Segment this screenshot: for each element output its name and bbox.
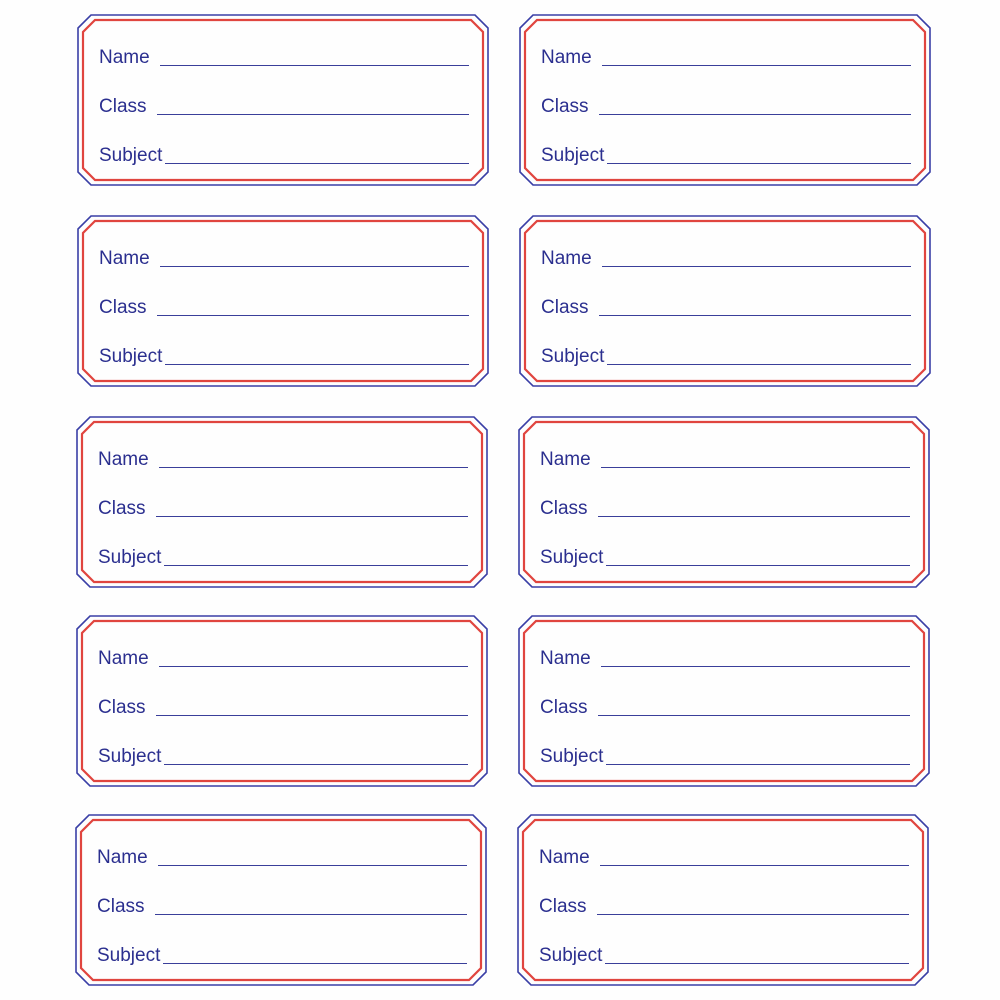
name-label: Name (541, 47, 592, 68)
class-write-line[interactable] (597, 913, 909, 915)
name-field[interactable] (99, 243, 469, 269)
class-write-line[interactable] (599, 314, 911, 316)
subject-field[interactable] (99, 140, 469, 166)
name-field[interactable] (98, 643, 468, 669)
subject-write-line[interactable] (163, 962, 467, 964)
name-field[interactable] (99, 42, 469, 68)
subject-label: Subject (541, 346, 605, 367)
class-write-line[interactable] (599, 113, 911, 115)
label-card (518, 615, 930, 787)
name-field[interactable] (539, 842, 909, 868)
subject-label: Subject (97, 945, 161, 966)
subject-write-line[interactable] (607, 162, 911, 164)
name-label: Name (99, 248, 150, 269)
subject-field[interactable] (541, 341, 911, 367)
label-card (77, 215, 489, 387)
class-label: Class (98, 498, 146, 519)
name-label: Name (97, 847, 148, 868)
name-label: Name (540, 648, 591, 669)
label-card (76, 615, 488, 787)
class-write-line[interactable] (157, 113, 469, 115)
subject-label: Subject (539, 945, 603, 966)
name-label: Name (539, 847, 590, 868)
class-field[interactable] (541, 292, 911, 318)
subject-write-line[interactable] (164, 564, 468, 566)
class-write-line[interactable] (156, 515, 468, 517)
class-label: Class (99, 96, 147, 117)
name-label: Name (541, 248, 592, 269)
class-write-line[interactable] (156, 714, 468, 716)
class-field[interactable] (539, 891, 909, 917)
subject-write-line[interactable] (606, 763, 910, 765)
subject-label: Subject (98, 746, 162, 767)
name-write-line[interactable] (159, 466, 468, 468)
label-card (519, 215, 931, 387)
name-label: Name (99, 47, 150, 68)
label-card (519, 14, 931, 186)
class-write-line[interactable] (157, 314, 469, 316)
class-field[interactable] (99, 292, 469, 318)
subject-field[interactable] (98, 542, 468, 568)
subject-field[interactable] (97, 940, 467, 966)
class-label: Class (541, 297, 589, 318)
subject-write-line[interactable] (607, 363, 911, 365)
class-label: Class (539, 896, 587, 917)
subject-label: Subject (541, 145, 605, 166)
subject-field[interactable] (541, 140, 911, 166)
name-field[interactable] (540, 643, 910, 669)
class-label: Class (98, 697, 146, 718)
label-card (77, 14, 489, 186)
name-field[interactable] (97, 842, 467, 868)
subject-label: Subject (98, 547, 162, 568)
class-field[interactable] (98, 692, 468, 718)
name-write-line[interactable] (158, 864, 467, 866)
name-field[interactable] (541, 42, 911, 68)
subject-field[interactable] (539, 940, 909, 966)
name-write-line[interactable] (160, 265, 469, 267)
name-write-line[interactable] (602, 265, 911, 267)
class-field[interactable] (97, 891, 467, 917)
name-write-line[interactable] (601, 466, 910, 468)
subject-label: Subject (99, 145, 163, 166)
label-card (76, 416, 488, 588)
class-field[interactable] (540, 692, 910, 718)
class-label: Class (99, 297, 147, 318)
label-card (518, 416, 930, 588)
name-label: Name (540, 449, 591, 470)
subject-write-line[interactable] (605, 962, 909, 964)
class-write-line[interactable] (598, 714, 910, 716)
class-label: Class (97, 896, 145, 917)
subject-write-line[interactable] (165, 363, 469, 365)
name-write-line[interactable] (602, 64, 911, 66)
label-card (75, 814, 487, 986)
class-field[interactable] (540, 493, 910, 519)
class-label: Class (541, 96, 589, 117)
class-write-line[interactable] (598, 515, 910, 517)
name-field[interactable] (541, 243, 911, 269)
subject-field[interactable] (540, 741, 910, 767)
subject-write-line[interactable] (164, 763, 468, 765)
subject-field[interactable] (540, 542, 910, 568)
subject-label: Subject (99, 346, 163, 367)
name-write-line[interactable] (159, 665, 468, 667)
subject-label: Subject (540, 746, 604, 767)
subject-field[interactable] (98, 741, 468, 767)
subject-write-line[interactable] (165, 162, 469, 164)
subject-field[interactable] (99, 341, 469, 367)
class-field[interactable] (99, 91, 469, 117)
name-label: Name (98, 449, 149, 470)
subject-label: Subject (540, 547, 604, 568)
class-field[interactable] (98, 493, 468, 519)
class-label: Class (540, 498, 588, 519)
name-write-line[interactable] (600, 864, 909, 866)
name-write-line[interactable] (160, 64, 469, 66)
subject-write-line[interactable] (606, 564, 910, 566)
name-write-line[interactable] (601, 665, 910, 667)
class-write-line[interactable] (155, 913, 467, 915)
class-field[interactable] (541, 91, 911, 117)
label-card (517, 814, 929, 986)
name-label: Name (98, 648, 149, 669)
name-field[interactable] (98, 444, 468, 470)
class-label: Class (540, 697, 588, 718)
name-field[interactable] (540, 444, 910, 470)
